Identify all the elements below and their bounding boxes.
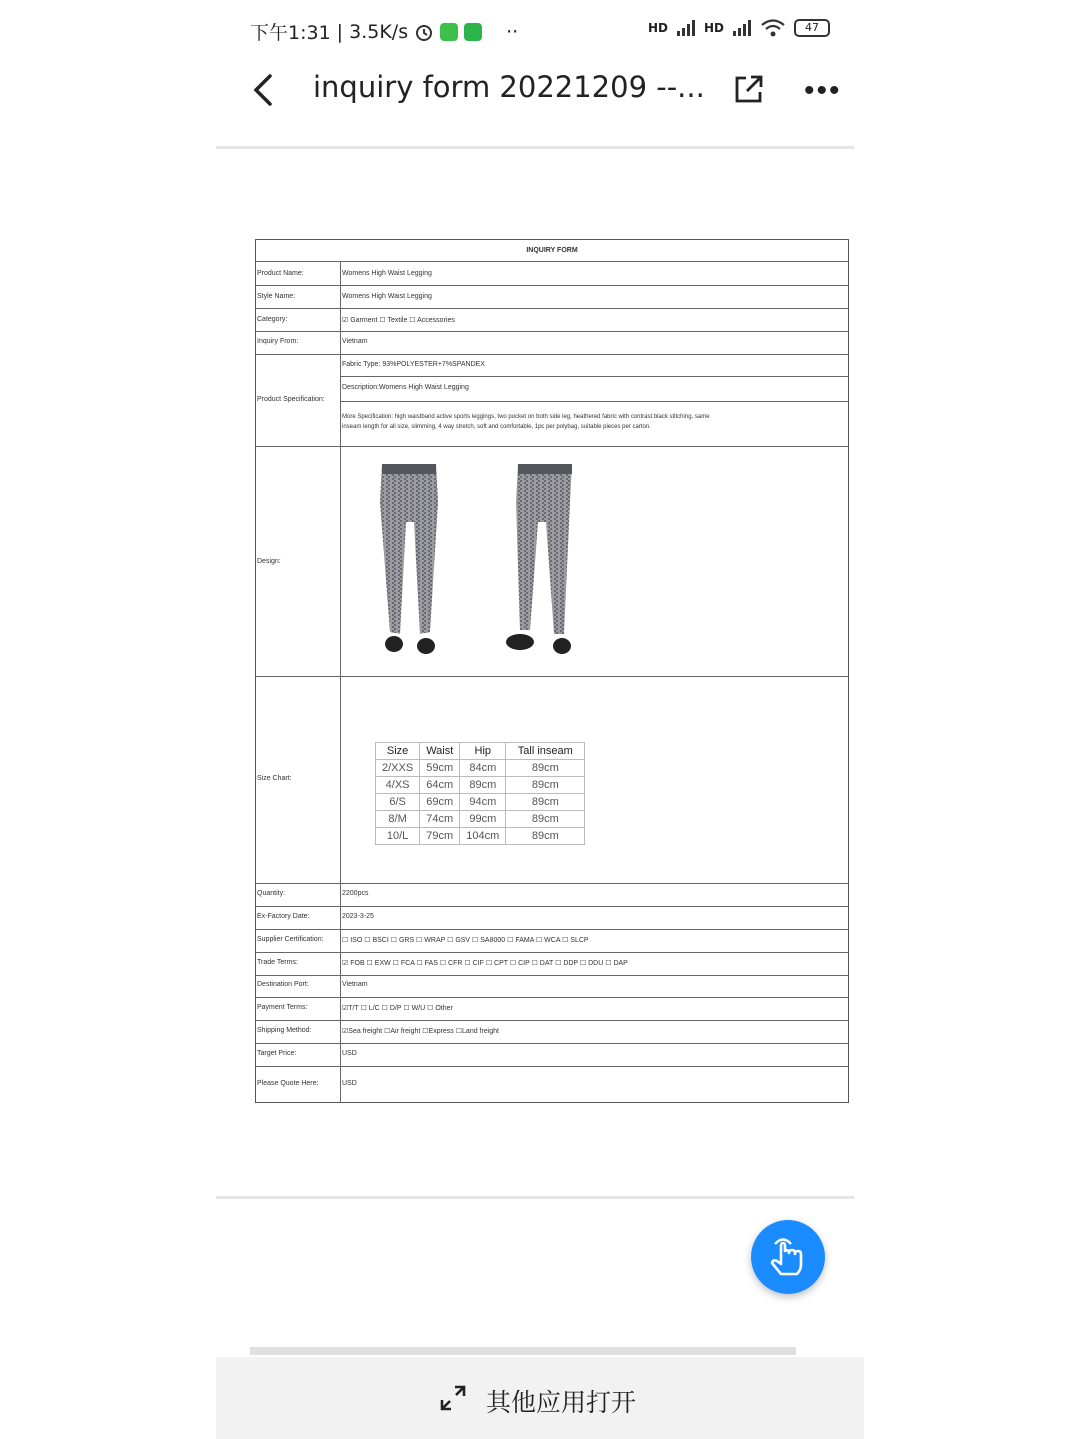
form-label: Target Price:: [257, 1050, 297, 1057]
form-row: [256, 285, 848, 286]
form-row: [256, 676, 848, 677]
form-label: Design:: [257, 558, 281, 565]
form-value: inseam length for all size, slimming, 4 way stretch, soft and comfortable, 1pc per polybag, suitable pieces per carton.: [342, 424, 651, 430]
table-cell: 104cm: [460, 828, 506, 845]
form-value: Fabric Type: 93%POLYESTER+7%SPANDEX: [342, 361, 485, 368]
share-external-icon[interactable]: [732, 72, 766, 106]
form-row: [256, 331, 848, 332]
form-subrow: [341, 401, 848, 402]
size-table-header-row: [376, 743, 585, 760]
form-label: Size Chart:: [257, 775, 292, 782]
form-label: Payment Terms:: [257, 1004, 308, 1011]
form-row: [256, 1043, 848, 1044]
form-value: ☑ Garment ☐ Textile ☐ Accessories: [342, 317, 455, 324]
page-title: inquiry form 20221209 --...: [313, 70, 705, 104]
scroll-indicator: [250, 1347, 796, 1355]
form-label: Trade Terms:: [257, 959, 298, 966]
size-table-header: Hip: [460, 743, 506, 760]
legging-back-image: [496, 462, 576, 658]
form-value: 2023-3-25: [342, 913, 374, 920]
form-title: INQUIRY FORM: [526, 247, 578, 254]
wechat-app-icon: [464, 23, 482, 41]
divider: [216, 1196, 854, 1199]
form-value: ☑Sea freight ☐Air freight ☐Express ☐Land freight: [342, 1028, 500, 1035]
size-table-header: Waist: [420, 743, 460, 760]
column-divider: [340, 261, 341, 1103]
table-cell: 89cm: [506, 760, 585, 777]
form-label: Please Quote Here:: [257, 1080, 319, 1087]
form-value: ☑ FOB ☐ EXW ☐ FCA ☐ FAS ☐ CFR ☐ CIF ☐ CPT ☐ CIP ☐ DAT ☐ DDP ☐ DDU ☐ DAP: [342, 960, 628, 967]
table-row: [376, 760, 585, 777]
download-app-icon: [440, 23, 458, 41]
form-label: Product Specification:: [257, 396, 325, 403]
form-label: Quantity:: [257, 890, 286, 897]
form-subrow: [341, 376, 848, 377]
form-row: [256, 354, 848, 355]
form-row: [256, 1066, 848, 1067]
table-row: [376, 794, 585, 811]
status-time: 下午1:31: [250, 22, 331, 44]
form-row: [256, 883, 848, 884]
size-table-header: Size: [376, 743, 420, 760]
form-row: [256, 997, 848, 998]
legging-front-image: [370, 462, 450, 658]
table-cell: 89cm: [506, 794, 585, 811]
form-row: [256, 952, 848, 953]
table-cell: 99cm: [460, 811, 506, 828]
alarm-icon: [414, 22, 434, 42]
table-cell: 4/XS: [376, 777, 420, 794]
table-cell: 10/L: [376, 828, 420, 845]
form-row: [256, 906, 848, 907]
floating-action-button[interactable]: [751, 1220, 825, 1294]
form-label: Ex-Factory Date:: [257, 913, 310, 920]
status-speed: | 3.5K/s: [336, 20, 409, 43]
table-row: [376, 811, 585, 828]
form-value: Description:Womens High Waist Legging: [342, 384, 469, 391]
table-cell: 84cm: [460, 760, 506, 777]
table-cell: 89cm: [460, 777, 506, 794]
signal-icon-2: [732, 19, 752, 37]
form-value: Vietnam: [342, 338, 368, 345]
table-cell: 79cm: [420, 828, 460, 845]
open-with-other-app-bar[interactable]: [216, 1357, 864, 1439]
table-cell: 6/S: [376, 794, 420, 811]
chevron-left-icon[interactable]: [248, 70, 278, 110]
form-label: Shipping Method:: [257, 1027, 312, 1034]
form-value: Vietnam: [342, 981, 368, 988]
form-label: Destination Port:: [257, 981, 309, 988]
form-value: USD: [342, 1050, 357, 1057]
status-dots: ··: [506, 20, 519, 43]
signal-hd-label-2: HD: [703, 21, 724, 35]
table-cell: 69cm: [420, 794, 460, 811]
phone-screen: [216, 0, 864, 1439]
form-value: ☑T/T ☐ L/C ☐ D/P ☐ W/U ☐ Other: [342, 1005, 453, 1012]
form-label: Supplier Certification:: [257, 936, 324, 943]
form-row: [256, 1020, 848, 1021]
more-dots-icon[interactable]: •••: [804, 74, 842, 107]
table-cell: 8/M: [376, 811, 420, 828]
signal-hd-label-1: HD: [647, 21, 668, 35]
battery-indicator: 47: [794, 19, 830, 37]
table-cell: 89cm: [506, 777, 585, 794]
table-cell: 74cm: [420, 811, 460, 828]
form-label: Style Name:: [257, 293, 296, 300]
form-value: Womens High Waist Legging: [342, 293, 432, 300]
divider: [216, 146, 854, 149]
form-label: Category:: [257, 316, 288, 323]
form-row: [256, 929, 848, 930]
open-with-other-app-label: 其他应用打开: [486, 1388, 637, 1417]
form-row: [256, 261, 848, 262]
table-row: [376, 828, 585, 845]
table-cell: 89cm: [506, 828, 585, 845]
table-row: [376, 777, 585, 794]
form-value: More Specification: high waistband active sports leggings, two pocket on both side leg, heathered fabric with contrast black stitching, same: [342, 414, 710, 420]
form-value: Womens High Waist Legging: [342, 270, 432, 277]
table-cell: 2/XXS: [376, 760, 420, 777]
status-bar: [250, 16, 830, 46]
form-label: Inquiry From:: [257, 338, 299, 345]
hand-tap-icon: [751, 1220, 825, 1294]
table-cell: 64cm: [420, 777, 460, 794]
form-row: [256, 446, 848, 447]
size-chart-table: [375, 742, 585, 845]
table-cell: 59cm: [420, 760, 460, 777]
form-label: Product Name:: [257, 270, 304, 277]
form-value: ☐ ISO ☐ BSCI ☐ GRS ☐ WRAP ☐ GSV ☐ SA8000 ☐ FAMA ☐ WCA ☐ SLCP: [342, 937, 589, 944]
expand-icon: [438, 1383, 468, 1413]
signal-icon-1: [676, 19, 696, 37]
table-cell: 94cm: [460, 794, 506, 811]
form-value: 2200pcs: [342, 890, 369, 897]
form-row: [256, 975, 848, 976]
size-table-header: Tall inseam: [506, 743, 585, 760]
top-nav-bar: [216, 60, 864, 124]
wifi-icon: [760, 18, 786, 38]
form-row: [256, 308, 848, 309]
form-value: USD: [342, 1080, 357, 1087]
inquiry-form-document[interactable]: [255, 239, 849, 1103]
table-cell: 89cm: [506, 811, 585, 828]
